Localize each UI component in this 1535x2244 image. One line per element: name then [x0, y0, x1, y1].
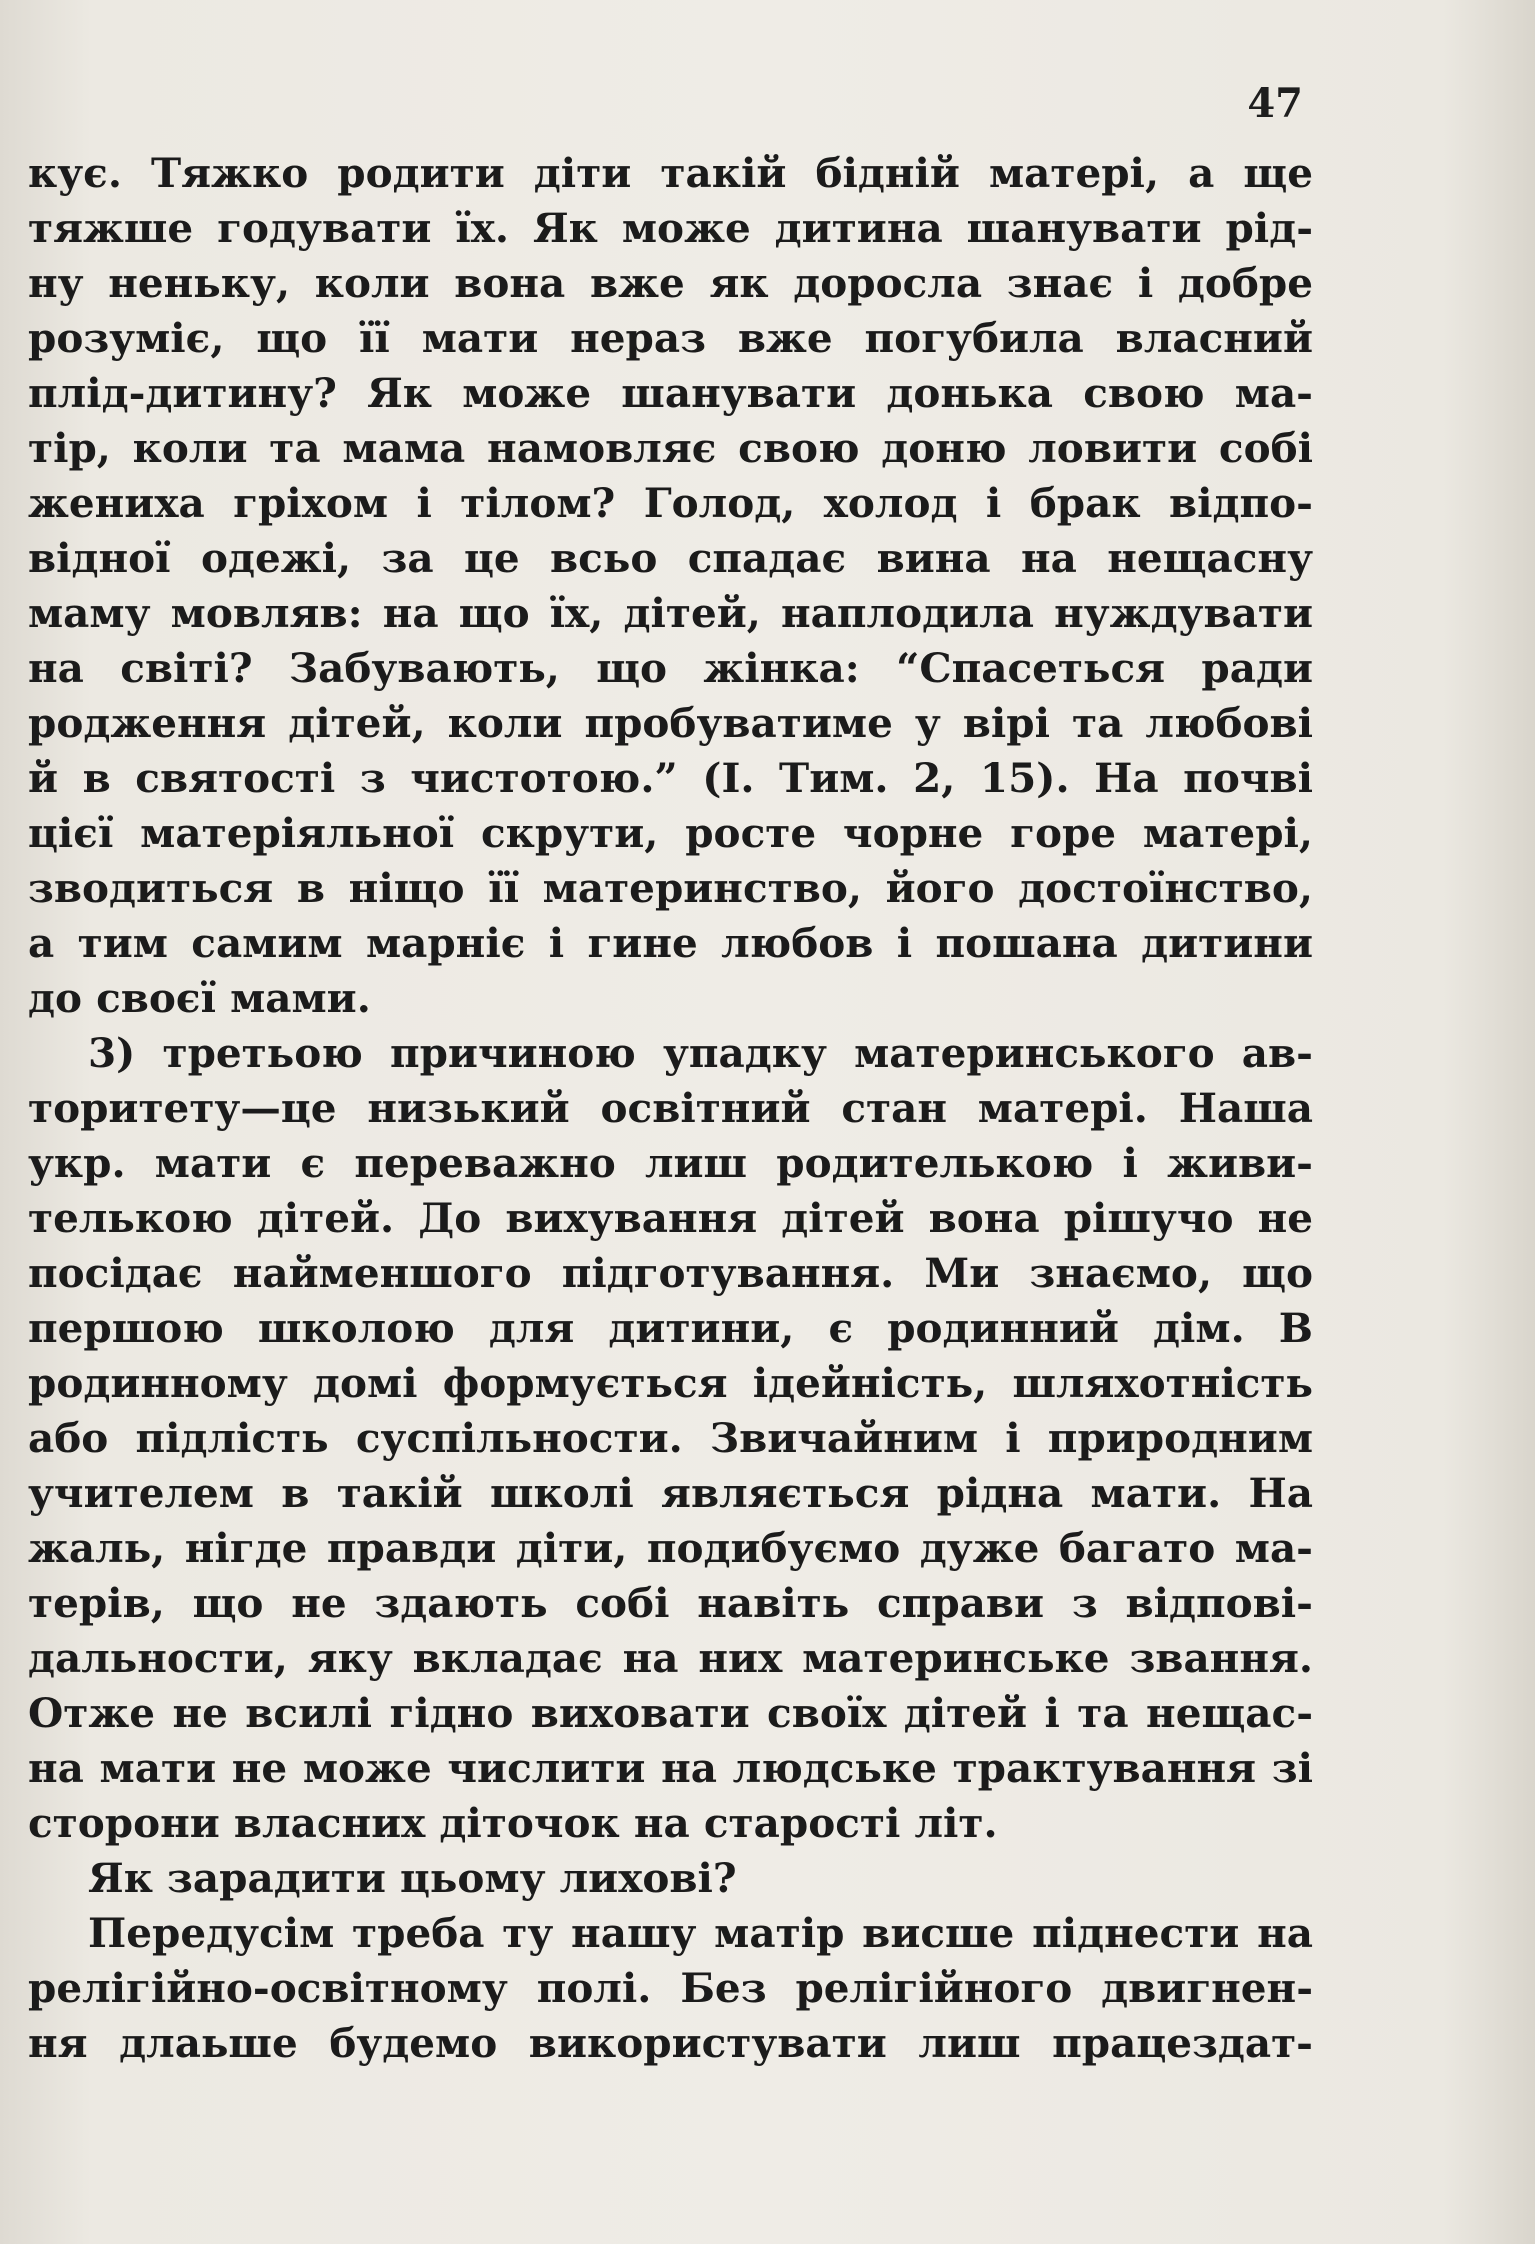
- text-line: першою школою для дитини, є родинний дім. В: [28, 1304, 1313, 1352]
- text-line: ну неньку, коли вона вже як доросла знає і добре: [28, 259, 1313, 307]
- text-line: цієї матеріяльної скрути, росте чорне горе матері,: [28, 809, 1313, 857]
- text-line: розуміє, що її мати нераз вже погубила власний: [28, 314, 1313, 362]
- text-line: терів, що не здають собі навіть справи з відпові-: [28, 1579, 1313, 1627]
- text-line: релігійно-освітному полі. Без релігійного двигнен-: [28, 1964, 1313, 2012]
- text-line: родження дітей, коли пробуватиме у вірі та любові: [28, 699, 1313, 747]
- text-line: родинному домі формується ідейність, шляхотність: [28, 1359, 1313, 1407]
- text-line: посідає найменшого підготування. Ми знаємо, що: [28, 1249, 1313, 1297]
- text-line: на світі? Забувають, що жінка: “Спасеться ради: [28, 644, 1313, 692]
- text-line: жениха гріхом і тілом? Голод, холод і брак відпо-: [28, 479, 1313, 527]
- text-line: 3) третьою причиною упадку материнського ав-: [88, 1029, 1313, 1077]
- text-line: ня длаьше будемо використувати лиш працездат-: [28, 2019, 1313, 2067]
- text-line: Передусім треба ту нашу матір висше піднести на: [88, 1909, 1313, 1957]
- text-line: тір, коли та мама намовляє свою доню ловити собі: [28, 424, 1313, 472]
- page-number: 47: [1247, 80, 1303, 127]
- text-line: тяжше годувати їх. Як може дитина шанувати рід-: [28, 204, 1313, 252]
- text-line: на мати не може числити на людське трактування зі: [28, 1744, 1313, 1792]
- text-line: до своєї мами.: [28, 974, 371, 1022]
- text-line: відної одежі, за це всьо спадає вина на нещасну: [28, 534, 1313, 582]
- text-line: Отже не всилі гідно виховати своїх дітей і та нещас-: [28, 1689, 1313, 1737]
- text-line: телькою дітей. До вихування дітей вона рішучо не: [28, 1194, 1313, 1242]
- text-line: сторони власних діточок на старості літ.: [28, 1799, 998, 1847]
- text-line: торитету—це низький освітний стан матері. Наша: [28, 1084, 1313, 1132]
- text-line: жаль, нігде правди діти, подибуємо дуже багато ма-: [28, 1524, 1313, 1572]
- text-line: учителем в такій школі являється рідна мати. На: [28, 1469, 1313, 1517]
- text-line: плід-дитину? Як може шанувати донька свою ма-: [28, 369, 1313, 417]
- text-line: маму мовляв: на що їх, дітей, наплодила нуждувати: [28, 589, 1313, 637]
- text-line: кує. Тяжко родити діти такій бідній матері, а ще: [28, 149, 1313, 197]
- text-line: укр. мати є переважно лиш родителькою і живи-: [28, 1139, 1313, 1187]
- body-text: [28, 146, 1313, 2071]
- text-line: зводиться в ніщо її материнство, його достоїнство,: [28, 864, 1313, 912]
- text-line: дальности, яку вкладає на них материнське звання.: [28, 1634, 1313, 1682]
- text-line: Як зарадити цьому лихові?: [88, 1854, 737, 1902]
- text-line: й в святості з чистотою.” (І. Тим. 2, 15). На почві: [28, 754, 1313, 802]
- text-line: або підлість суспільности. Звичайним і природним: [28, 1414, 1313, 1462]
- text-line: а тим самим марніє і гине любов і пошана дитини: [28, 919, 1313, 967]
